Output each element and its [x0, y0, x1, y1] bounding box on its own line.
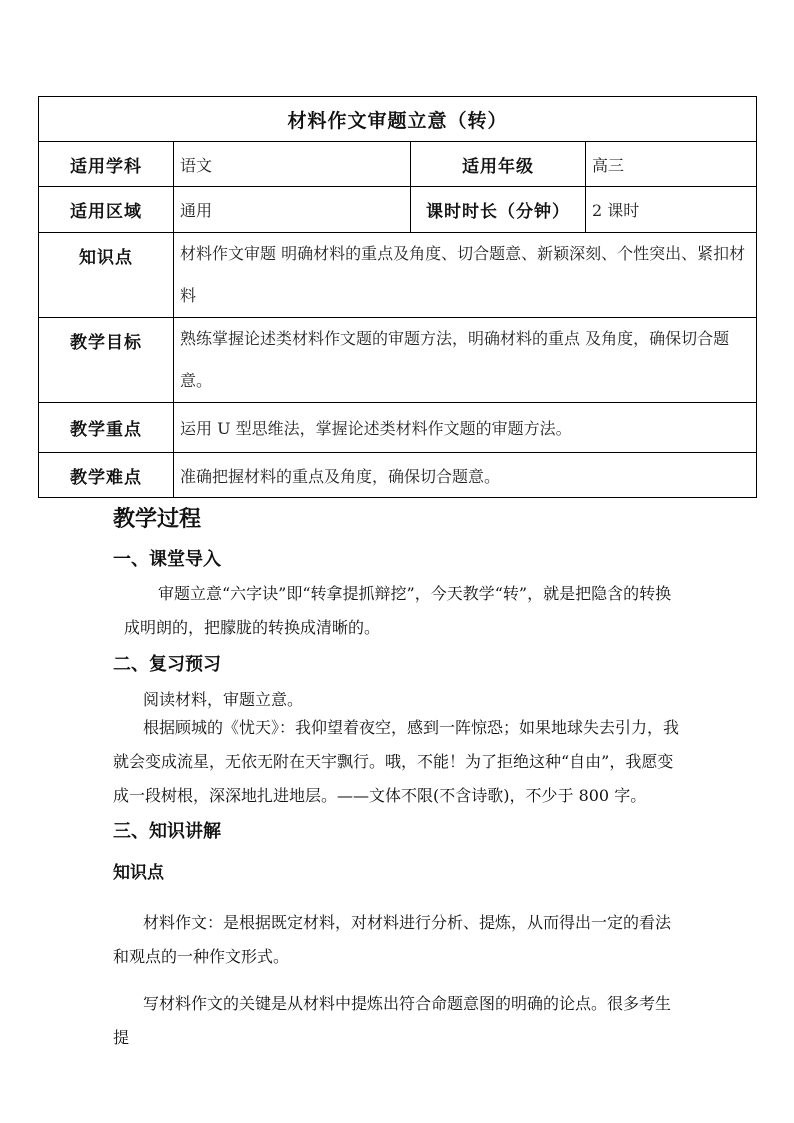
- section2-heading: 二、复习预习: [113, 654, 221, 675]
- process-heading: 教学过程: [113, 506, 202, 532]
- grade-label: 适用年级: [411, 142, 586, 187]
- section1-paragraph: 审题立意“六字诀”即“转拿提抓辩挖”，今天教学“转”，就是把隐含的转换成明朗的，把朦胧的转换成清晰的。: [124, 584, 672, 637]
- subject-label: 适用学科: [39, 142, 174, 187]
- difficulty-label: 教学难点: [39, 453, 174, 498]
- knowledge-paragraph-2: 写材料作文的关键是从材料中提炼出符合命题意图的明确的论点。很多考生提: [113, 994, 672, 1047]
- document-title: 材料作文审题立意（转）: [39, 97, 757, 142]
- difficulty-value: 准确把握材料的重点及角度，确保切合题意。: [174, 453, 757, 498]
- subject-value: 语文: [174, 142, 411, 187]
- knowledge-label: 知识点: [39, 233, 174, 318]
- goal-label: 教学目标: [39, 318, 174, 403]
- lesson-info-table: [38, 96, 757, 498]
- region-label: 适用区域: [39, 187, 174, 233]
- section1-heading: 一、课堂导入: [113, 549, 221, 570]
- knowledge-value: 材料作文审题 明确材料的重点及角度、切合题意、新颖深刻、个性突出、紧扣材料: [174, 233, 757, 318]
- grade-value: 高三: [586, 142, 757, 187]
- duration-label: 课时时长（分钟）: [411, 187, 586, 233]
- focus-label: 教学重点: [39, 403, 174, 453]
- knowledge-paragraph-1: 材料作文：是根据既定材料，对材料进行分析、提炼，从而得出一定的看法和观点的一种作文形式。: [113, 913, 672, 966]
- knowledge-subheading: 知识点: [113, 863, 164, 883]
- goal-value: 熟练掌握论述类材料作文题的审题方法，明确材料的重点 及角度，确保切合题意。: [174, 318, 757, 403]
- region-value: 通用: [174, 187, 411, 233]
- section3-heading: 三、知识讲解: [113, 821, 221, 842]
- section2-paragraph-2: 根据顾城的《忧天》：我仰望着夜空，感到一阵惊恐；如果地球失去引力，我就会变成流星，无依无附在天宇飘行。哦，不能！为了拒绝这种“自由”，我愿变成一段树根，深深地扎进地层。——文体不限(不含诗歌)，不少于 800 字。: [113, 718, 680, 805]
- section2-paragraph-1: 阅读材料，审题立意。: [143, 690, 304, 709]
- focus-value: 运用 U 型思维法，掌握论述类材料作文题的审题方法。: [174, 403, 757, 453]
- duration-value: 2 课时: [586, 187, 757, 233]
